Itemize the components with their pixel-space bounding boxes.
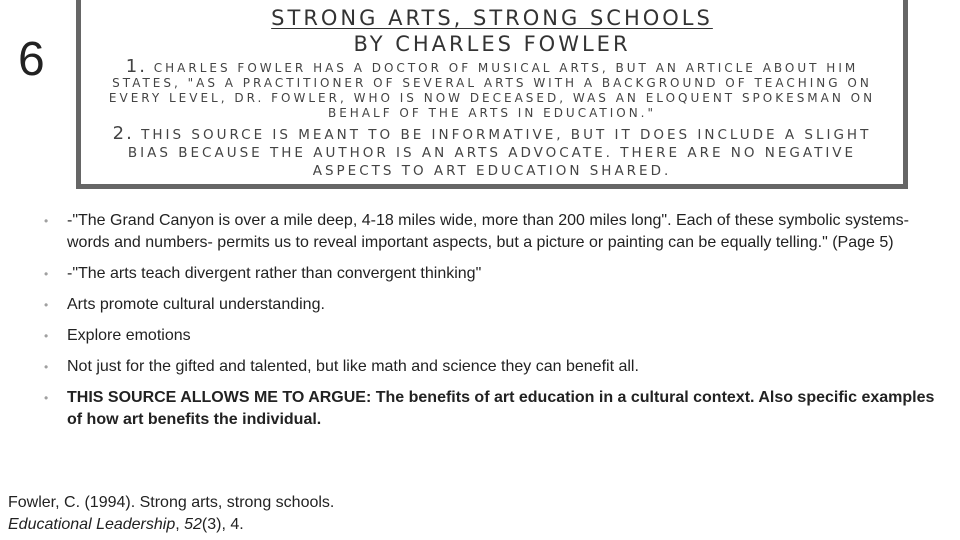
bullet-dot-icon: •: [44, 214, 49, 228]
bullet-dot-icon: •: [44, 391, 49, 405]
title-line-1: STRONG ARTS, STRONG SCHOOLS: [271, 6, 713, 30]
citation-volume: 52: [184, 516, 202, 533]
list-item: [44, 263, 944, 285]
credibility-point: [81, 56, 903, 121]
citation-issue-page: (3), 4.: [201, 516, 244, 533]
source-summary-box: [76, 0, 908, 189]
list-item: [44, 325, 944, 347]
list-item: [44, 210, 944, 254]
citation-author-title: Fowler, C. (1994). Strong arts, strong schools.: [8, 494, 335, 511]
bias-point: [81, 125, 903, 180]
citation-separator: ,: [175, 516, 185, 533]
point-2-number: 2.: [112, 123, 134, 144]
citation-journal: Educational Leadership: [8, 516, 176, 533]
point-2-text: THIS SOURCE IS MEANT TO BE INFORMATIVE, BUT IT DOES INCLUDE A SLIGHT BIAS BECAUSE THE AUTHOR IS AN ARTS ADVOCATE. THERE ARE NO NEGATIVE ASPECTS TO ART EDUCATION SHARED.: [127, 127, 872, 179]
bullet-dot-icon: •: [44, 298, 49, 312]
list-item-text: -"The Grand Canyon is over a mile deep, 4-18 miles wide, more than 200 miles long". Each of these symbolic systems- words and numbers- permits us to reveal important aspects, but a picture or painting can be equally telling." (Page 5): [67, 212, 909, 251]
list-item: [44, 356, 944, 378]
citation: [8, 492, 348, 536]
point-1-number: 1.: [125, 56, 147, 77]
point-1-text: CHARLES FOWLER HAS A DOCTOR OF MUSICAL ARTS, BUT AN ARTICLE ABOUT HIM STATES, "AS A PRACTITIONER OF SEVERAL ARTS WITH A BACKGROUND OF TEACHING ON EVERY LEVEL, DR. FOWLER, WHO IS NOW DECEASED, WAS AN ELOQUENT SPOKESMAN ON BEHALF OF THE ARTS IN EDUCATION.": [108, 61, 876, 120]
list-item-text: THIS SOURCE ALLOWS ME TO ARGUE: The benefits of art education in a cultural context. Also specific examples of how art benefits the individual.: [67, 389, 935, 428]
list-item: [44, 387, 944, 431]
title-line-2: BY CHARLES FOWLER: [353, 32, 631, 56]
notes-list: [44, 210, 944, 440]
bullet-dot-icon: •: [44, 360, 49, 374]
list-item: [44, 294, 944, 316]
slide-number: 6: [18, 33, 45, 86]
list-item-text: Explore emotions: [67, 327, 191, 344]
source-title: [81, 5, 903, 57]
bullet-dot-icon: •: [44, 267, 49, 281]
bullet-dot-icon: •: [44, 329, 49, 343]
list-item-text: Not just for the gifted and talented, but like math and science they can benefit all.: [67, 358, 639, 375]
list-item-text: Arts promote cultural understanding.: [67, 296, 325, 313]
list-item-text: -"The arts teach divergent rather than convergent thinking": [67, 265, 482, 282]
